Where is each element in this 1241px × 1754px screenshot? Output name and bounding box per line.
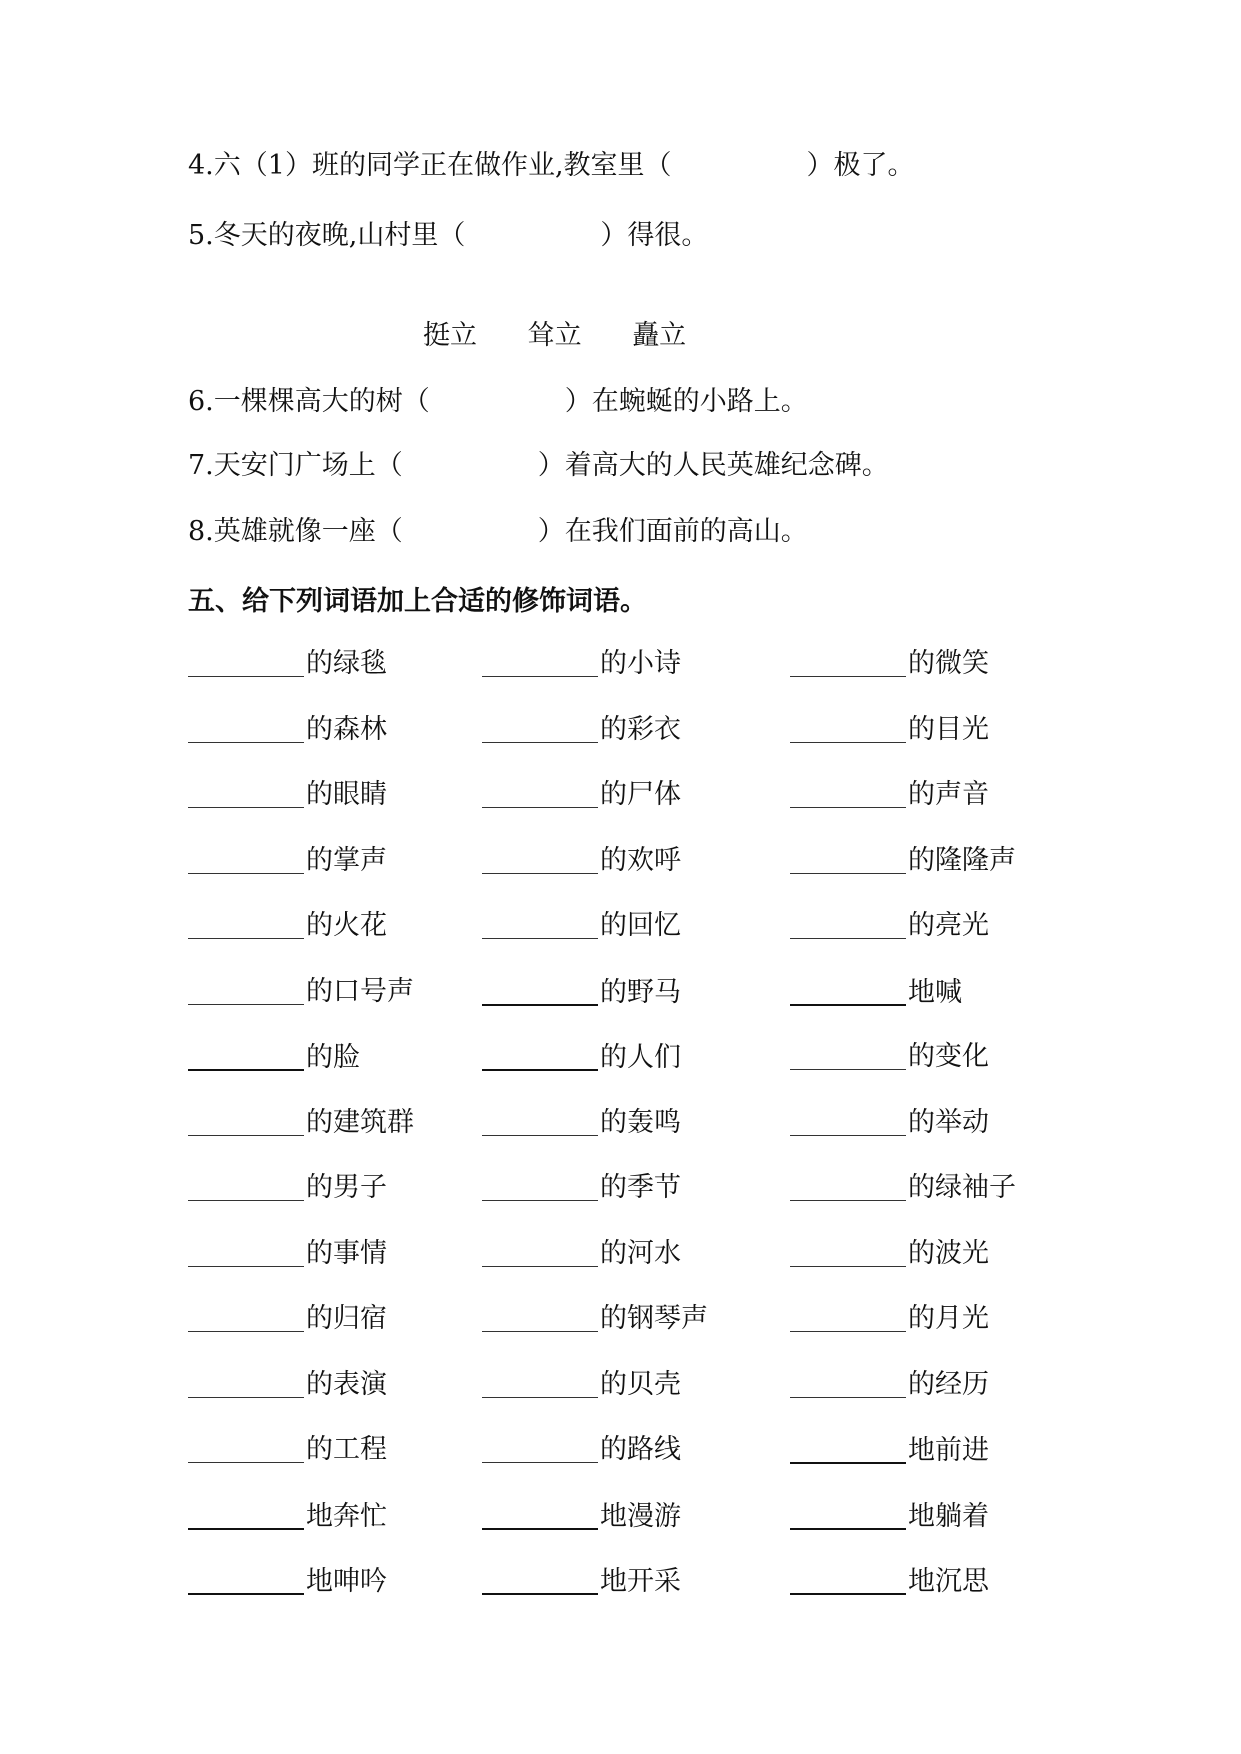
- word-text: 的人们: [600, 1042, 681, 1073]
- answer-blank[interactable]: [188, 1502, 304, 1530]
- word-row: [188, 1174, 1088, 1240]
- word-text: 地前进: [908, 1435, 989, 1466]
- word-text: 的脸: [306, 1042, 360, 1073]
- word-item: [790, 713, 989, 745]
- word-text: 的尸体: [600, 779, 681, 810]
- word-text: 地躺着: [908, 1500, 989, 1532]
- word-text: 的小诗: [600, 648, 681, 679]
- word-text: 的眼睛: [306, 779, 387, 810]
- answer-blank[interactable]: [482, 716, 598, 743]
- word-item: [790, 781, 989, 808]
- word-item: [482, 1368, 681, 1400]
- answer-blank[interactable]: [188, 1109, 304, 1136]
- answer-blank[interactable]: [790, 1305, 906, 1332]
- word-row: [188, 912, 1088, 978]
- answer-blank[interactable]: [790, 912, 906, 939]
- answer-blank[interactable]: [790, 1174, 906, 1201]
- word-item: [188, 1174, 387, 1201]
- word-text: 的彩衣: [600, 713, 681, 745]
- word-item: [790, 844, 1016, 876]
- word-row: [188, 1502, 1088, 1568]
- word-item: [188, 1502, 387, 1530]
- word-text: 的归宿: [306, 1303, 387, 1334]
- modifier-word-grid: [188, 650, 1088, 1633]
- word-row: [188, 1043, 1088, 1109]
- word-text: 的路线: [600, 1434, 681, 1465]
- word-item: [188, 1368, 387, 1400]
- word-item: [482, 1436, 681, 1463]
- word-item: [188, 1436, 387, 1463]
- answer-blank[interactable]: [188, 1043, 304, 1071]
- word-row: [188, 975, 1088, 1044]
- word-item: [482, 1174, 681, 1201]
- word-text: 的建筑群: [306, 1106, 414, 1138]
- word-text: 的欢呼: [600, 844, 681, 876]
- word-item: [482, 1502, 681, 1530]
- answer-blank[interactable]: [188, 1371, 304, 1398]
- word-item: [482, 844, 681, 876]
- answer-blank[interactable]: [482, 650, 598, 677]
- answer-blank[interactable]: [482, 1174, 598, 1201]
- word-item: [188, 650, 387, 677]
- word-item: [482, 1567, 681, 1595]
- choice-word: 耸立: [527, 320, 582, 351]
- word-text: 的表演: [306, 1368, 387, 1400]
- word-text: 的钢琴声: [600, 1303, 708, 1334]
- word-item: [482, 650, 681, 677]
- word-item: [790, 978, 962, 1006]
- word-item: [790, 1305, 989, 1332]
- word-text: 的声音: [908, 779, 989, 810]
- answer-blank[interactable]: [188, 978, 304, 1005]
- word-item: [790, 1436, 989, 1464]
- answer-blank[interactable]: [482, 912, 598, 939]
- answer-blank[interactable]: [482, 1109, 598, 1136]
- word-item: [790, 1106, 989, 1138]
- word-row: [188, 1436, 1088, 1502]
- word-item: [482, 1043, 681, 1071]
- word-item: [188, 912, 387, 939]
- answer-blank[interactable]: [790, 1436, 906, 1464]
- section-title: 五、给下列词语加上合适的修饰词语。: [188, 586, 647, 617]
- word-text: 的事情: [306, 1237, 387, 1269]
- word-item: [482, 912, 681, 939]
- word-text: 的回忆: [600, 910, 681, 941]
- word-text: 的变化: [908, 1041, 989, 1072]
- word-item: [188, 1305, 387, 1332]
- answer-blank[interactable]: [188, 716, 304, 743]
- word-item: [482, 1106, 681, 1138]
- answer-blank[interactable]: [188, 1174, 304, 1201]
- question-5: 5.冬天的夜晚,山村里（ ）得很。: [188, 220, 709, 251]
- answer-blank[interactable]: [482, 978, 598, 1006]
- word-text: 的贝壳: [600, 1368, 681, 1400]
- word-item: [790, 1043, 989, 1070]
- answer-blank[interactable]: [482, 1502, 598, 1530]
- word-text: 地喊: [908, 976, 962, 1008]
- question-8: 8.英雄就像一座（ ）在我们面前的高山。: [188, 516, 808, 547]
- word-item: [790, 1502, 989, 1530]
- answer-blank[interactable]: [790, 978, 906, 1006]
- answer-blank[interactable]: [790, 1240, 906, 1267]
- word-text: 的绿袖子: [908, 1172, 1016, 1203]
- word-item: [188, 975, 414, 1007]
- word-item: [188, 713, 387, 745]
- word-item: [188, 1106, 414, 1138]
- word-item: [482, 1237, 681, 1269]
- word-row: [188, 844, 1088, 913]
- word-text: 的亮光: [908, 910, 989, 941]
- word-item: [482, 713, 681, 745]
- answer-blank[interactable]: [188, 1567, 304, 1595]
- word-text: 的森林: [306, 713, 387, 745]
- answer-blank[interactable]: [188, 650, 304, 677]
- word-row: [188, 650, 1088, 716]
- word-item: [790, 1567, 989, 1595]
- answer-blank[interactable]: [790, 847, 906, 874]
- answer-blank[interactable]: [790, 1567, 906, 1595]
- word-text: 的微笑: [908, 648, 989, 679]
- word-row: [188, 1305, 1088, 1371]
- answer-blank[interactable]: [790, 1043, 906, 1070]
- word-row: [188, 1106, 1088, 1175]
- choice-word: 挺立: [423, 320, 477, 351]
- question-7: 7.天安门广场上（ ）着高大的人民英雄纪念碑。: [188, 450, 889, 481]
- answer-blank[interactable]: [188, 1240, 304, 1267]
- word-text: 地呻吟: [306, 1566, 387, 1597]
- word-text: 地开采: [600, 1566, 681, 1597]
- word-text: 的经历: [908, 1368, 989, 1400]
- word-item: [790, 1368, 989, 1400]
- word-text: 的轰鸣: [600, 1106, 681, 1138]
- answer-blank[interactable]: [482, 781, 598, 808]
- word-item: [188, 1043, 360, 1071]
- word-text: 地漫游: [600, 1500, 681, 1532]
- answer-blank[interactable]: [482, 1305, 598, 1332]
- word-item: [188, 1567, 387, 1595]
- word-row: [188, 1567, 1088, 1633]
- word-text: 的隆隆声: [908, 844, 1016, 876]
- word-text: 的举动: [908, 1106, 989, 1138]
- answer-blank[interactable]: [188, 912, 304, 939]
- word-choices: [423, 322, 728, 349]
- answer-blank[interactable]: [790, 1502, 906, 1530]
- word-row: [188, 1368, 1088, 1437]
- word-text: 的波光: [908, 1237, 989, 1269]
- answer-blank[interactable]: [188, 781, 304, 808]
- answer-blank[interactable]: [188, 1305, 304, 1332]
- word-item: [482, 978, 681, 1006]
- answer-blank[interactable]: [790, 1371, 906, 1398]
- word-row: [188, 713, 1088, 782]
- question-4: 4.六（1）班的同学正在做作业,教室里（ ）极了。: [188, 150, 915, 181]
- answer-blank[interactable]: [482, 1436, 598, 1463]
- answer-blank[interactable]: [188, 1436, 304, 1463]
- word-item: [188, 1237, 387, 1269]
- answer-blank[interactable]: [482, 847, 598, 874]
- word-item: [482, 781, 681, 808]
- word-text: 的野马: [600, 976, 681, 1008]
- word-text: 地奔忙: [306, 1500, 387, 1532]
- word-row: [188, 781, 1088, 847]
- answer-blank[interactable]: [482, 1371, 598, 1398]
- word-text: 的男子: [306, 1172, 387, 1203]
- word-text: 的河水: [600, 1237, 681, 1269]
- answer-blank[interactable]: [790, 716, 906, 743]
- word-text: 的工程: [306, 1434, 387, 1465]
- question-6: 6.一棵棵高大的树（ ）在蜿蜒的小路上。: [188, 386, 808, 417]
- word-item: [790, 912, 989, 939]
- word-text: 的绿毯: [306, 648, 387, 679]
- word-text: 的火花: [306, 910, 387, 941]
- word-text: 的目光: [908, 713, 989, 745]
- word-row: [188, 1237, 1088, 1306]
- word-item: [790, 1174, 1016, 1201]
- answer-blank[interactable]: [482, 1567, 598, 1595]
- answer-blank[interactable]: [790, 781, 906, 808]
- word-text: 的口号声: [306, 975, 414, 1007]
- answer-blank[interactable]: [790, 650, 906, 677]
- word-item: [790, 1237, 989, 1269]
- answer-blank[interactable]: [188, 847, 304, 874]
- word-item: [188, 844, 387, 876]
- word-item: [790, 650, 989, 677]
- word-text: 地沉思: [908, 1566, 989, 1597]
- word-item: [482, 1305, 708, 1332]
- answer-blank[interactable]: [790, 1109, 906, 1136]
- choice-word: 矗立: [632, 320, 687, 351]
- word-text: 的月光: [908, 1303, 989, 1334]
- answer-blank[interactable]: [482, 1043, 598, 1071]
- word-item: [188, 781, 387, 808]
- answer-blank[interactable]: [482, 1240, 598, 1267]
- word-text: 的掌声: [306, 844, 387, 876]
- word-text: 的季节: [600, 1172, 681, 1203]
